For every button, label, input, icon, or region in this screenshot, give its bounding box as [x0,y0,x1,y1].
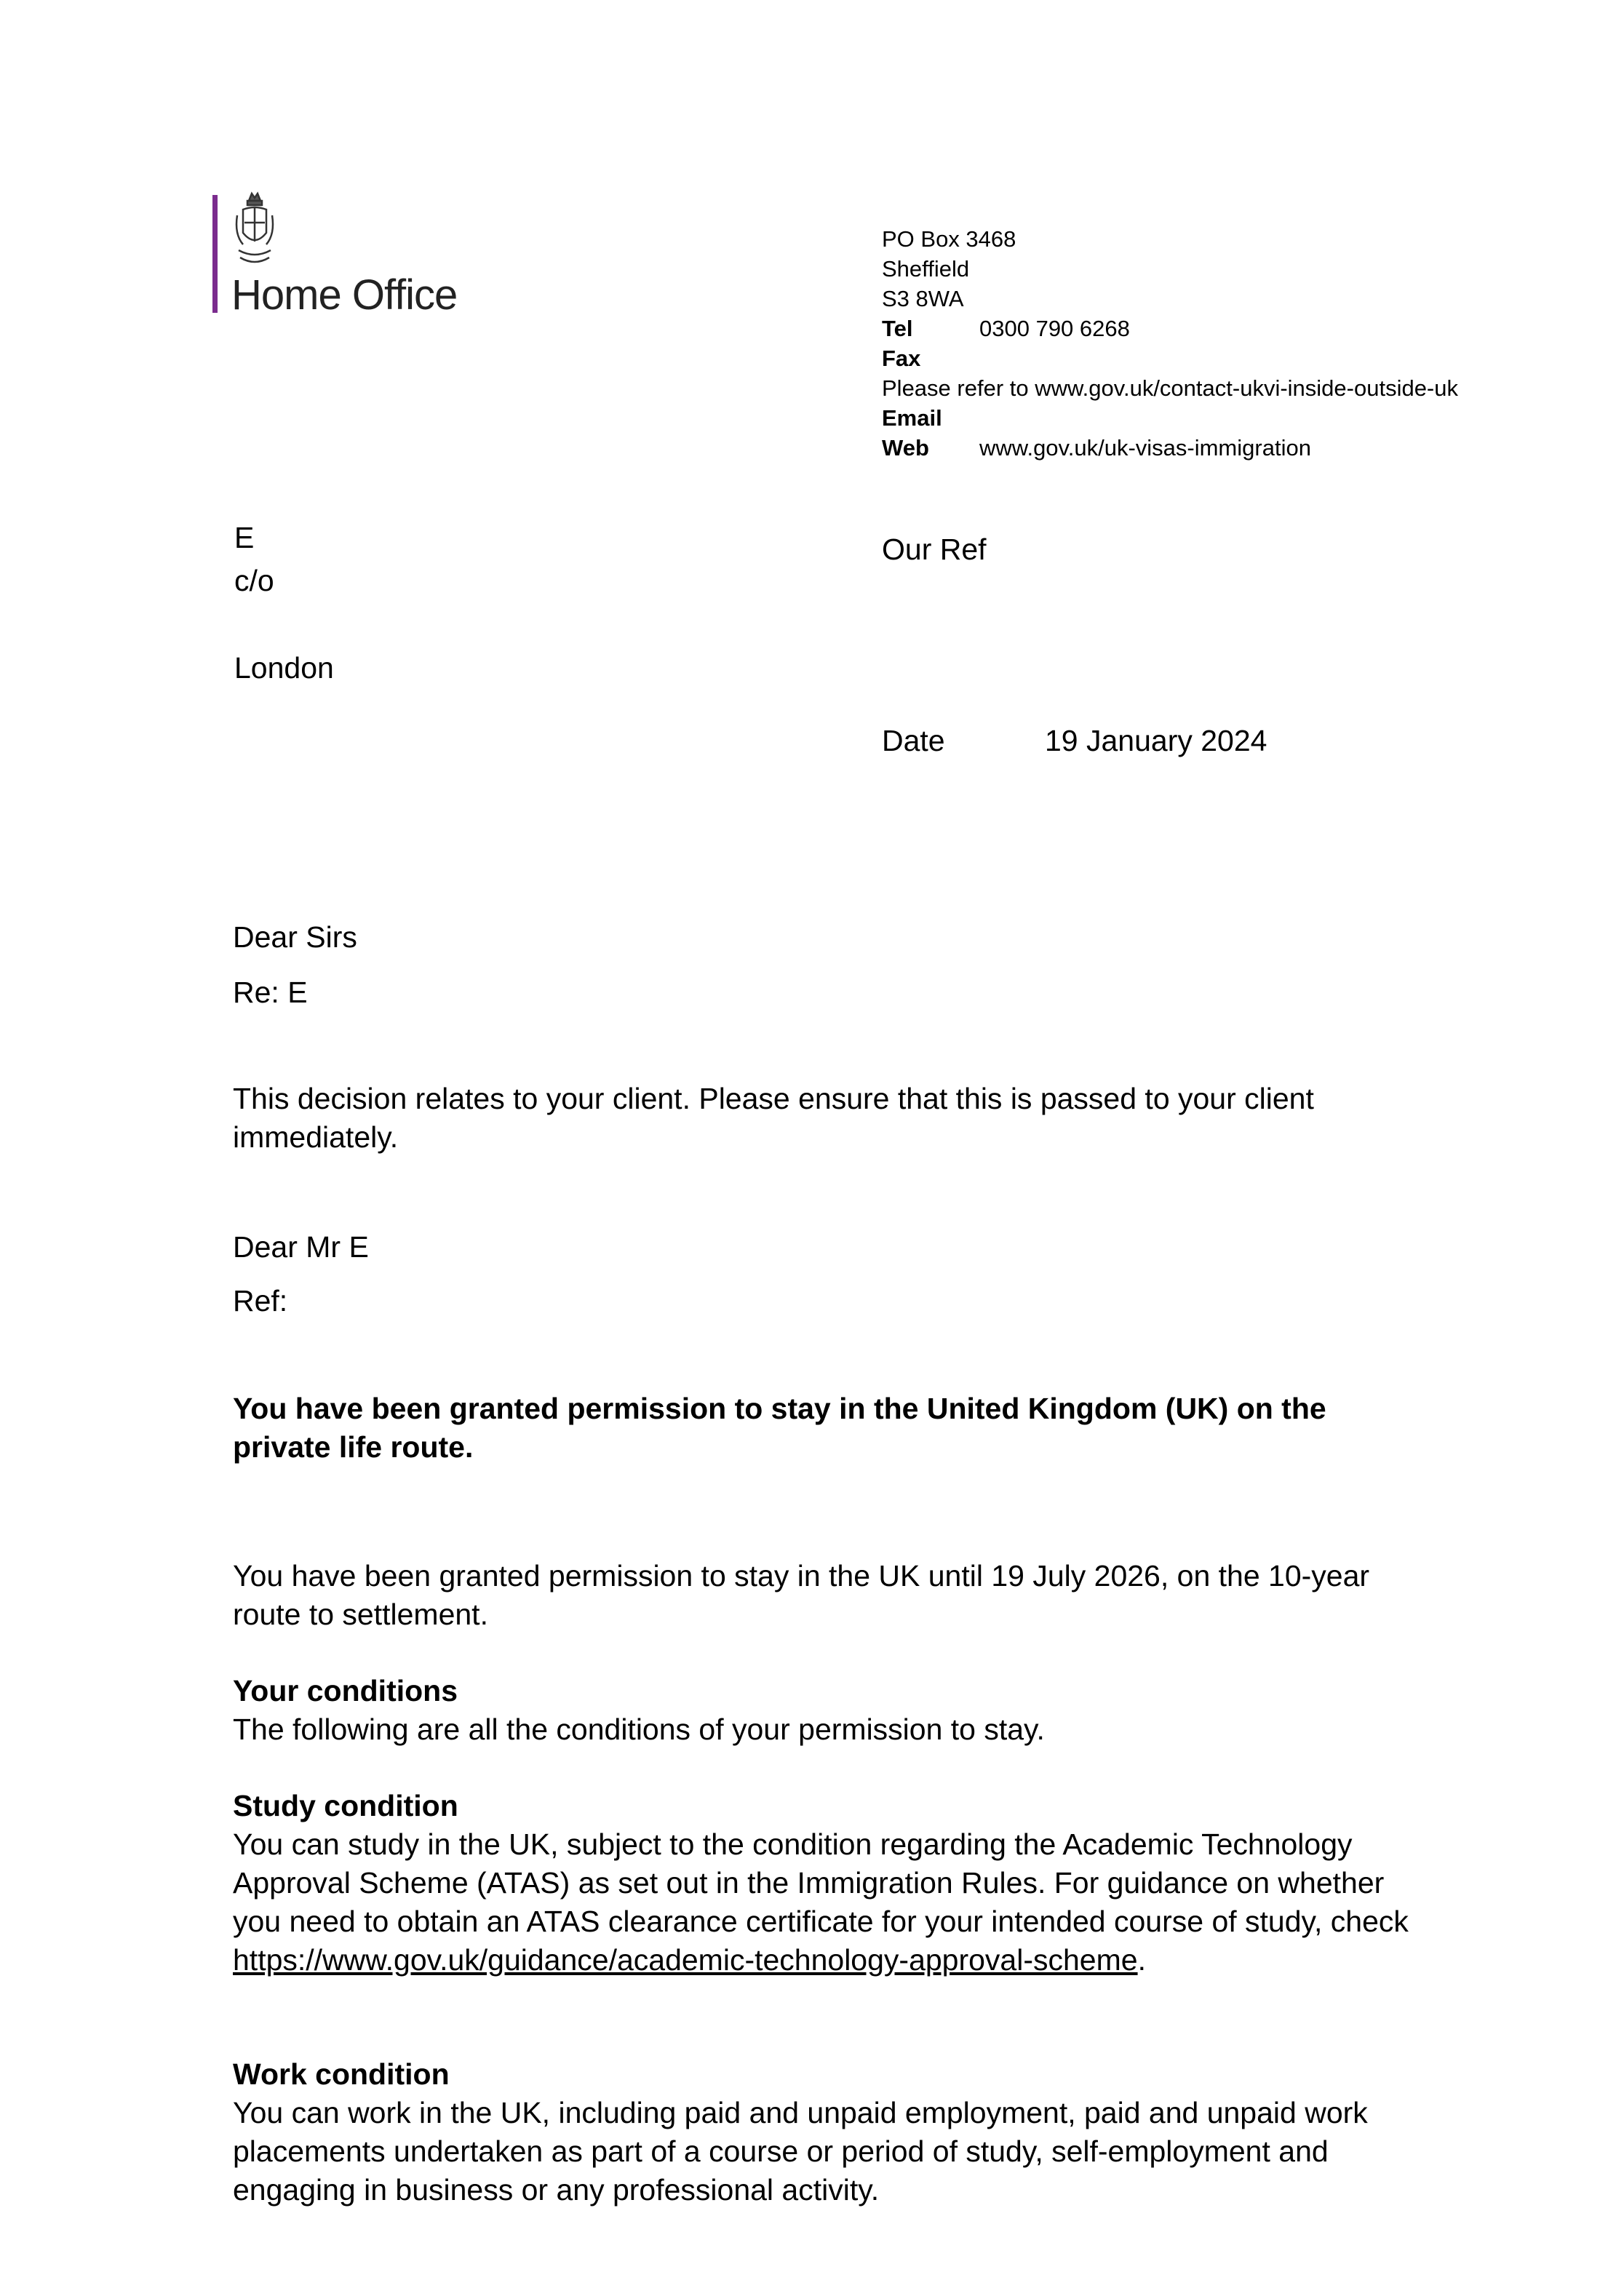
work-paragraph: You can work in the UK, including paid and unpaid employment, paid and unpaid work placements undertaken as part of a course or period of study, self-employment and engaging in business or any professional activity. [233,2096,1368,2207]
org-name: Home Office [231,271,458,319]
tel-value: 0300 790 6268 [979,316,1130,341]
date-label: Date [882,724,945,757]
work-heading: Work condition [233,2057,450,2091]
sender-fax-value: Please refer to www.gov.uk/contact-ukvi-inside-outside-uk [882,375,1458,401]
sender-fax-label [882,343,920,373]
conditions-heading: Your conditions [233,1674,458,1707]
study-end: . [1137,1943,1146,1977]
sender-city: Sheffield [882,256,970,282]
study-heading: Study condition [233,1789,458,1822]
study-paragraph [233,1825,1412,1980]
grant-paragraph: You have been granted permission to stay in the UK until 19 July 2026, on the 10-year route to settlement. [233,1559,1370,1631]
sender-postcode: S3 8WA [882,286,964,311]
intro-paragraph: This decision relates to your client. Please ensure that this is passed to your client immediately. [233,1082,1314,1154]
tel-label: Tel [882,316,913,341]
conditions-text: The following are all the conditions of your permission to stay. [233,1713,1045,1746]
recipient-city: London [234,651,334,685]
recipient-name: E [234,521,255,554]
study-text: You can study in the UK, subject to the condition regarding the Academic Technology Approval Scheme (ATAS) as set out in the Immigration Rules. For guidance on whether you need to obtain an ATAS clearance certificate for your intended course of study, check [233,1827,1409,1938]
recipient-care-of: c/o [234,564,274,597]
headline: You have been granted permission to stay in the United Kingdom (UK) on the private life route. [233,1392,1326,1464]
logo-bar [212,195,218,313]
fax-label: Fax [882,346,921,371]
our-ref-label: Our Ref [882,533,987,566]
date-value: 19 January 2024 [1045,724,1267,757]
web-value: www.gov.uk/uk-visas-immigration [979,435,1311,461]
royal-crest-icon [233,191,276,272]
atas-guidance-link[interactable]: https://www.gov.uk/guidance/academic-technology-approval-scheme [233,1943,1138,1977]
sender-email-label [882,403,942,433]
sender-web [882,433,1311,463]
re-line: Re: E [233,976,308,1009]
salutation: Dear Sirs [233,920,357,954]
sender-po-box: PO Box 3468 [882,226,1016,252]
web-label: Web [882,435,929,461]
client-salutation: Dear Mr E [233,1230,369,1264]
email-label: Email [882,405,942,431]
ref-label: Ref: [233,1284,288,1318]
sender-tel [882,314,1130,343]
